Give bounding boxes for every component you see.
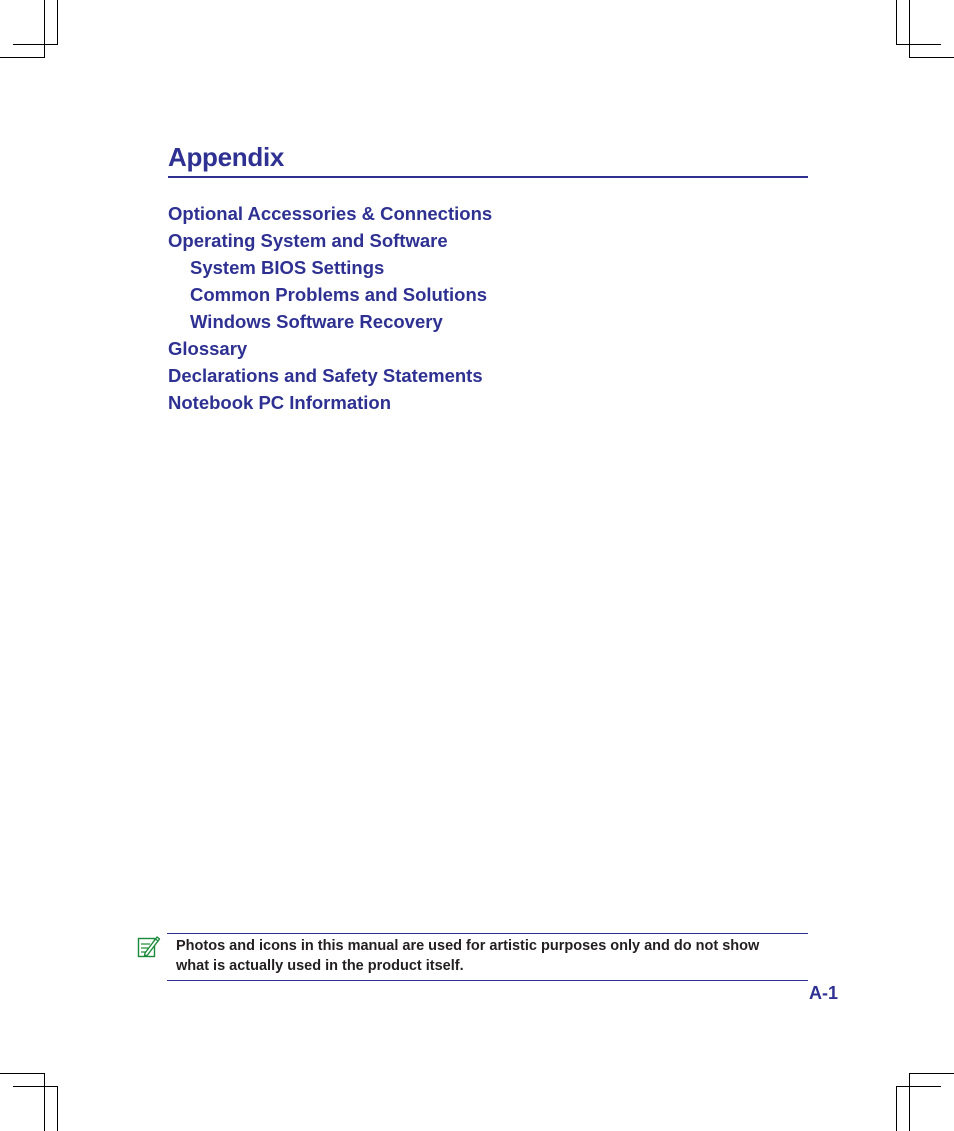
toc-item[interactable]: Windows Software Recovery — [190, 311, 443, 332]
page-title: Appendix — [168, 142, 285, 172]
crop-mark-bottom-right-v — [909, 1073, 910, 1131]
crop-mark-bottom-left-h2 — [13, 1086, 58, 1087]
note-pencil-icon — [137, 934, 161, 958]
crop-mark-top-left-v — [44, 0, 45, 58]
crop-mark-bottom-right-h — [909, 1073, 954, 1074]
crop-mark-top-left-h — [0, 57, 45, 58]
toc-item[interactable]: Common Problems and Solutions — [190, 284, 488, 305]
crop-mark-top-left-v2 — [57, 0, 58, 45]
note-text — [176, 937, 808, 976]
crop-mark-bottom-left-v — [44, 1073, 45, 1131]
toc-item[interactable]: Declarations and Safety Statements — [168, 365, 483, 386]
note-bottom-rule — [167, 980, 808, 981]
toc-item[interactable]: Glossary — [168, 338, 248, 359]
crop-mark-top-right-h2 — [896, 44, 941, 45]
toc-item[interactable]: Operating System and Software — [168, 230, 448, 251]
note-line-2: what is actually used in the product itself. — [176, 957, 464, 974]
crop-mark-bottom-right-v2 — [896, 1086, 897, 1131]
toc-item[interactable]: Optional Accessories & Connections — [168, 203, 493, 224]
crop-mark-bottom-left-h — [0, 1073, 45, 1074]
toc-item[interactable]: System BIOS Settings — [190, 257, 385, 278]
crop-mark-top-left-h2 — [13, 44, 58, 45]
crop-mark-top-right-v — [909, 0, 910, 58]
crop-mark-bottom-left-v2 — [57, 1086, 58, 1131]
note-line-1: Photos and icons in this manual are used for artistic purposes only and do not show — [176, 938, 760, 954]
note-top-rule — [167, 933, 808, 934]
crop-mark-top-right-h — [909, 57, 954, 58]
crop-mark-bottom-right-h2 — [896, 1086, 941, 1087]
toc-item[interactable]: Notebook PC Information — [168, 392, 392, 413]
crop-mark-top-right-v2 — [896, 0, 897, 45]
title-divider — [168, 176, 808, 178]
page-number: A-1 — [809, 983, 839, 1003]
toc-list — [168, 200, 492, 416]
